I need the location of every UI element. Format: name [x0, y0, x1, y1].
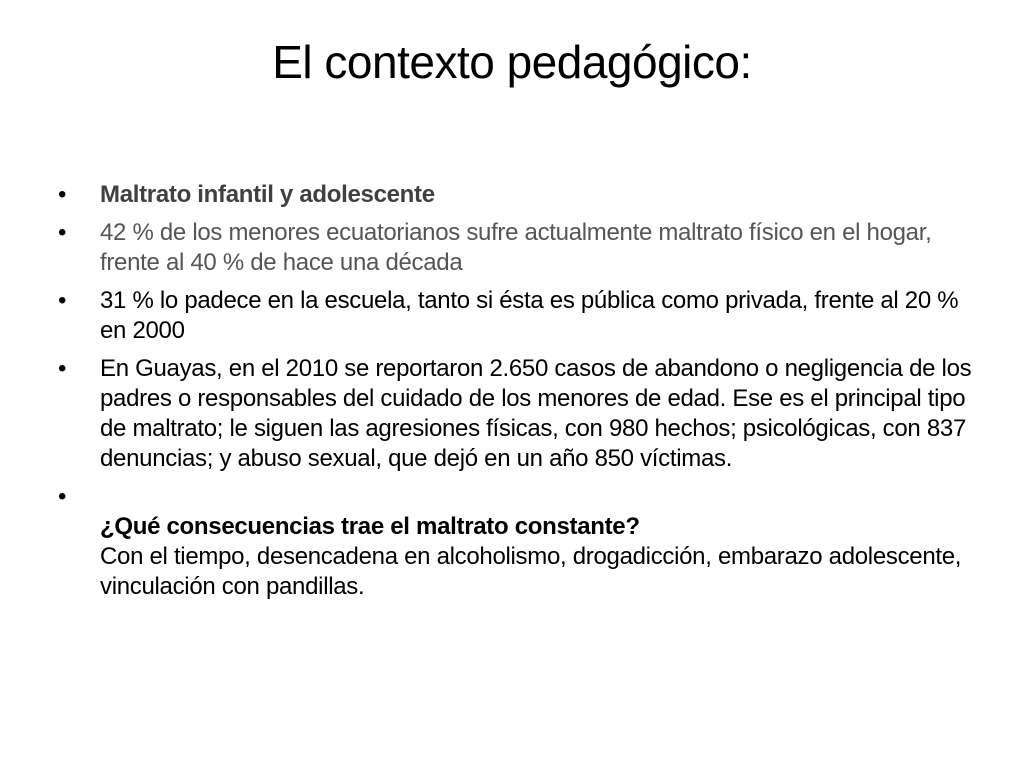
bullet-dot: •: [58, 219, 67, 246]
blank-line: [100, 482, 988, 512]
bullet-item-home-abuse: [58, 218, 988, 278]
bullet-item-school-abuse: [58, 286, 988, 346]
bullet-text: 42 % de los menores ecuatorianos sufre actualmente maltrato físico en el hogar, frente al 40 % de hace una década: [100, 219, 932, 276]
bullet-text: 31 % lo padece en la escuela, tanto si ésta es pública como privada, frente al 20 % en 2000: [100, 287, 959, 344]
bullet-dot: •: [58, 181, 67, 208]
bullet-dot: •: [58, 483, 67, 510]
answer-text: Con el tiempo, desencadena en alcoholismo, drogadicción, embarazo adolescente, vinculación con pandillas.: [100, 543, 962, 600]
bullet-item-consequences: [58, 482, 988, 602]
bullet-text: En Guayas, en el 2010 se reportaron 2.650 casos de abandono o negligencia de los padres o responsables del cuidado de los menores de edad. Ese es el principal tipo de maltrato; le siguen las agresiones físicas, con 980 hechos; psicológicas, con 837 denuncias; y abuso sexual, que dejó en un año 850 víctimas.: [100, 355, 972, 472]
bullet-item-guayas: [58, 354, 988, 474]
question-text: ¿Qué consecuencias trae el maltrato constante?: [100, 513, 640, 540]
bullet-dot: •: [58, 355, 67, 382]
bullet-heading-text: Maltrato infantil y adolescente: [100, 181, 435, 208]
slide-title: El contexto pedagógico:: [272, 36, 752, 88]
bullet-item-heading: [58, 180, 988, 210]
bullet-dot: •: [58, 287, 67, 314]
bullet-list: [58, 180, 988, 610]
